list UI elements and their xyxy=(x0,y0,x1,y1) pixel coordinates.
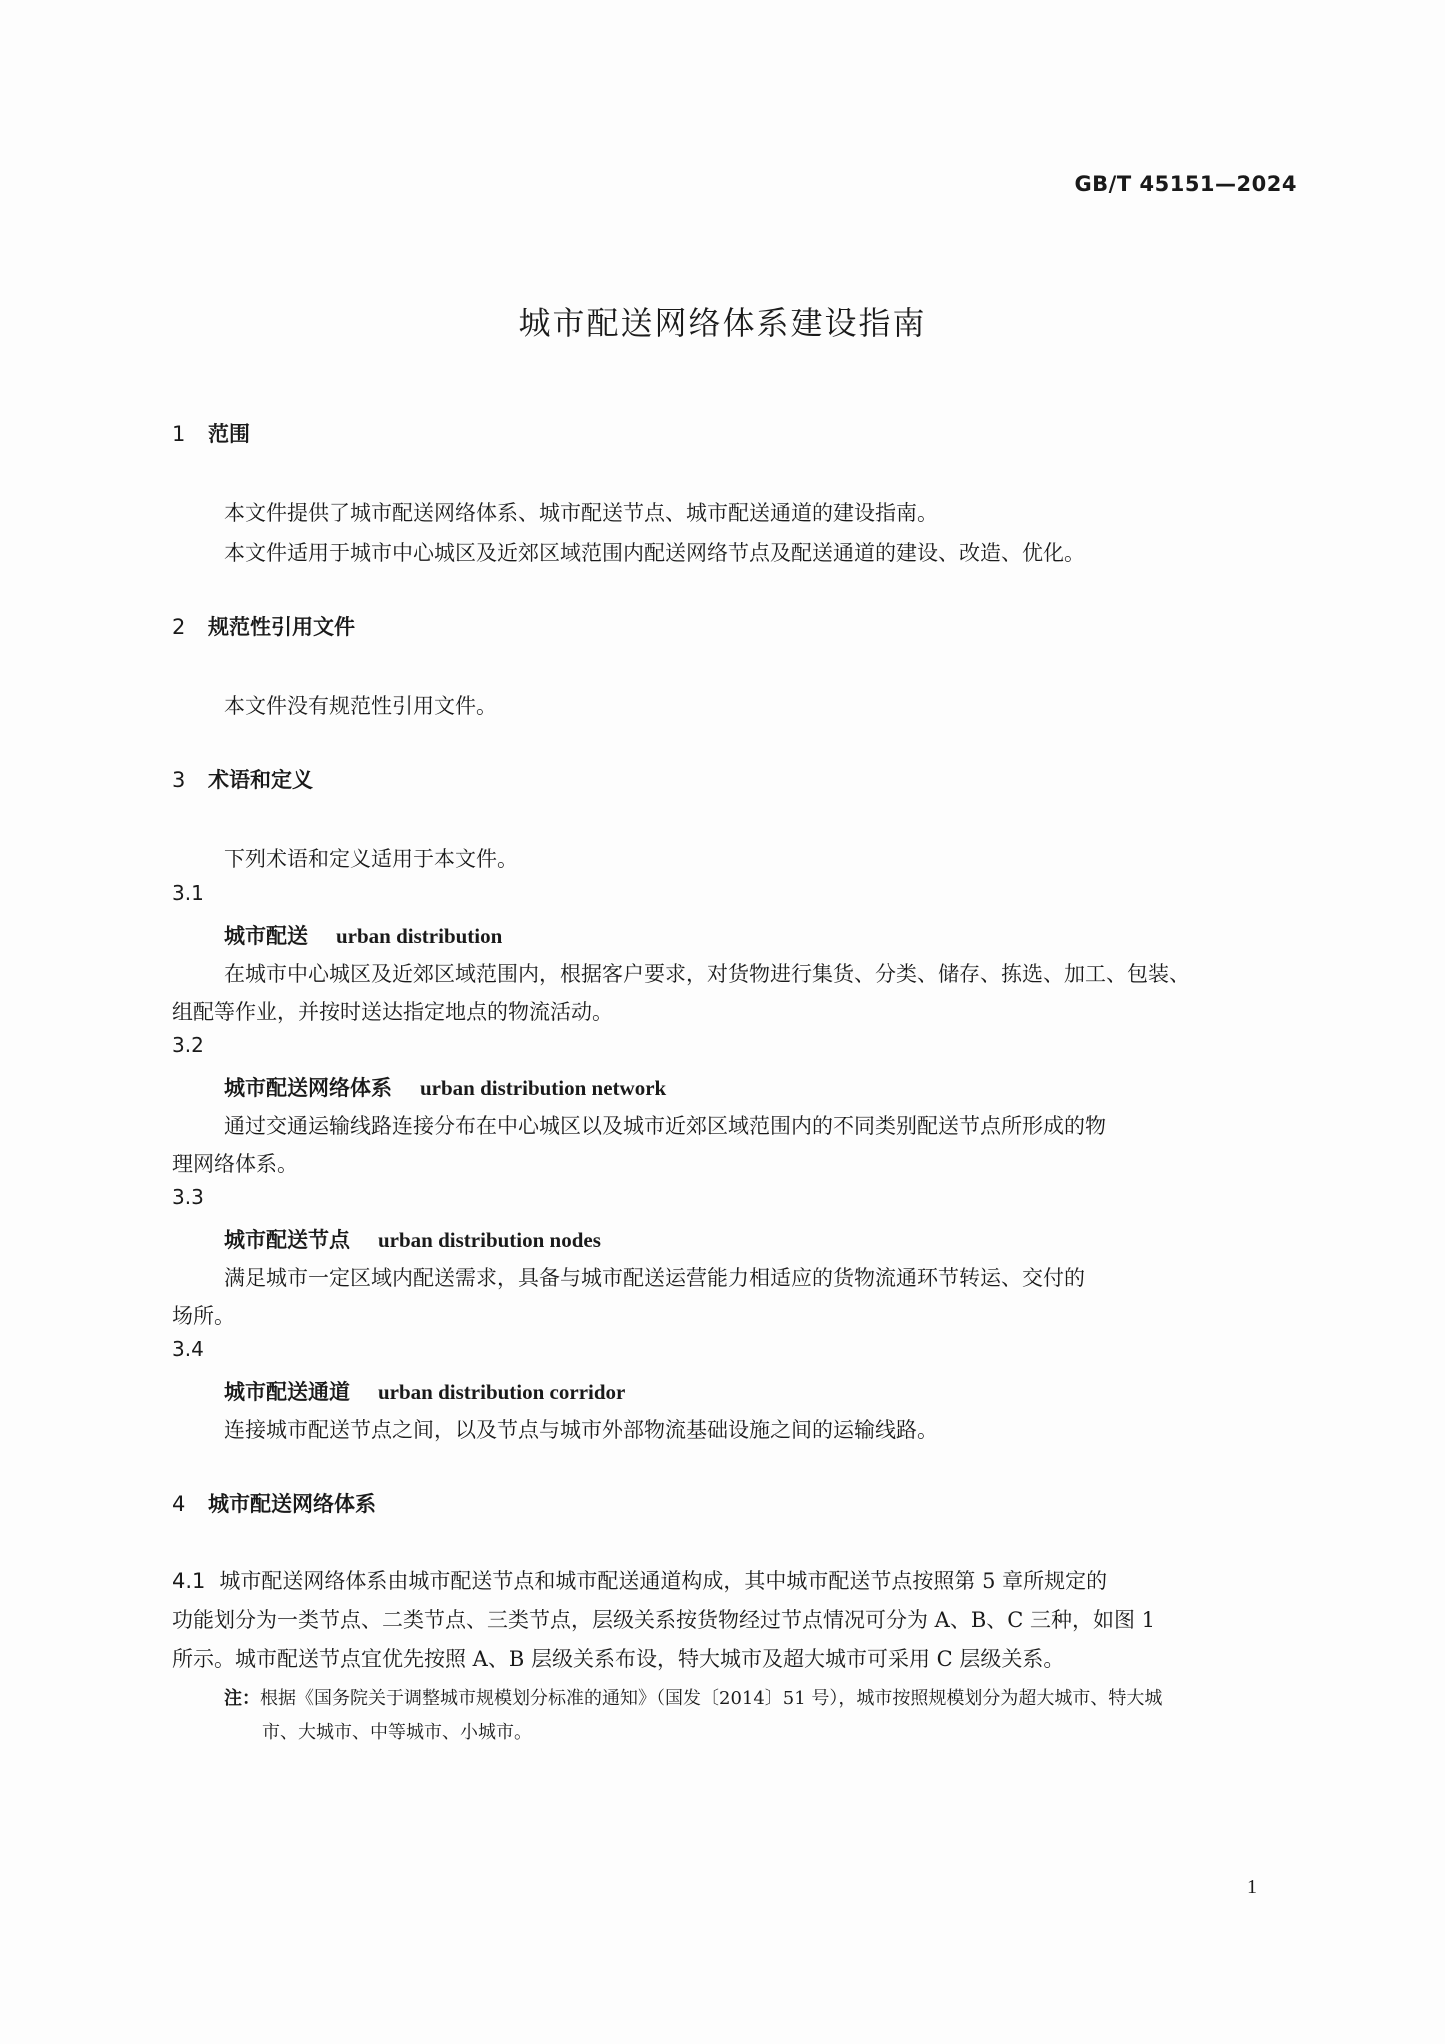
definition-line: 连接城市配送节点之间，以及节点与城市外部物流基础设施之间的运输线路。 xyxy=(224,1418,938,1442)
definition-line: 通过交通运输线路连接分布在中心城区以及城市近郊区域范围内的不同类别配送节点所形成的物 xyxy=(224,1114,1106,1138)
section-title: 规范性引用文件 xyxy=(208,615,355,639)
term-number: 3.2 xyxy=(172,1033,204,1057)
clause-text: 城市配送网络体系由城市配送节点和城市配送通道构成，其中城市配送节点按照第 5 章所规定的 xyxy=(219,1569,1108,1593)
section-title: 术语和定义 xyxy=(208,768,313,792)
page-number: 1 xyxy=(1247,1876,1257,1898)
definition-line: 满足城市一定区域内配送需求，具备与城市配送运营能力相适应的货物流通环节转运、交付的 xyxy=(224,1266,1085,1290)
term-chinese: 城市配送节点 xyxy=(224,1228,350,1252)
term-entry xyxy=(224,920,502,950)
definition-line: 场所。 xyxy=(172,1304,235,1328)
document-title: 城市配送网络体系建设指南 xyxy=(518,304,927,342)
section-2-heading xyxy=(172,611,355,641)
section-4-heading xyxy=(172,1488,376,1518)
standard-code: GB/T 45151—2024 xyxy=(1074,172,1297,196)
term-number: 3.1 xyxy=(172,881,204,905)
section-number: 1 xyxy=(172,422,186,446)
term-chinese: 城市配送 xyxy=(224,924,308,948)
note-continuation: 市、大城市、中等城市、小城市。 xyxy=(262,1722,532,1743)
term-english: urban distribution network xyxy=(420,1076,667,1100)
section-title: 城市配送网络体系 xyxy=(208,1492,376,1516)
term-number: 3.3 xyxy=(172,1185,204,1209)
term-entry xyxy=(224,1224,601,1254)
paragraph: 本文件没有规范性引用文件。 xyxy=(224,694,497,718)
note-label: 注： xyxy=(224,1688,260,1709)
paragraph: 下列术语和定义适用于本文件。 xyxy=(224,847,518,871)
term-english: urban distribution nodes xyxy=(378,1228,601,1252)
section-number: 3 xyxy=(172,768,186,792)
section-3-heading xyxy=(172,764,313,794)
section-title: 范围 xyxy=(208,422,250,446)
definition-line: 在城市中心城区及近郊区域范围内，根据客户要求，对货物进行集货、分类、储存、拣选、加工、包装、 xyxy=(224,962,1190,986)
clause-line: 功能划分为一类节点、二类节点、三类节点，层级关系按货物经过节点情况可分为 A、B、C 三种，如图 1 xyxy=(172,1608,1156,1632)
paragraph: 本文件提供了城市配送网络体系、城市配送节点、城市配送通道的建设指南。 xyxy=(224,501,938,525)
term-chinese: 城市配送通道 xyxy=(224,1380,350,1404)
term-entry xyxy=(224,1376,625,1406)
clause-number: 4.1 xyxy=(172,1569,206,1593)
note xyxy=(224,1684,1162,1710)
section-1-heading xyxy=(172,418,250,448)
section-number: 4 xyxy=(172,1492,186,1516)
paragraph: 本文件适用于城市中心城区及近郊区域范围内配送网络节点及配送通道的建设、改造、优化。 xyxy=(224,541,1085,565)
note-text: 根据《国务院关于调整城市规模划分标准的通知》（国发〔2014〕51 号），城市按照规模划分为超大城市、特大城 xyxy=(260,1688,1163,1709)
term-entry xyxy=(224,1072,666,1102)
term-number: 3.4 xyxy=(172,1337,204,1361)
definition-line: 理网络体系。 xyxy=(172,1152,298,1176)
definition-line: 组配等作业，并按时送达指定地点的物流活动。 xyxy=(172,1000,613,1024)
section-number: 2 xyxy=(172,615,186,639)
term-english: urban distribution corridor xyxy=(378,1380,626,1404)
term-english: urban distribution xyxy=(336,924,503,948)
term-chinese: 城市配送网络体系 xyxy=(224,1076,392,1100)
clause-line: 所示。城市配送节点宜优先按照 A、B 层级关系布设，特大城市及超大城市可采用 C 层级关系。 xyxy=(172,1647,1065,1671)
clause-4-1-first-line xyxy=(172,1565,1107,1595)
